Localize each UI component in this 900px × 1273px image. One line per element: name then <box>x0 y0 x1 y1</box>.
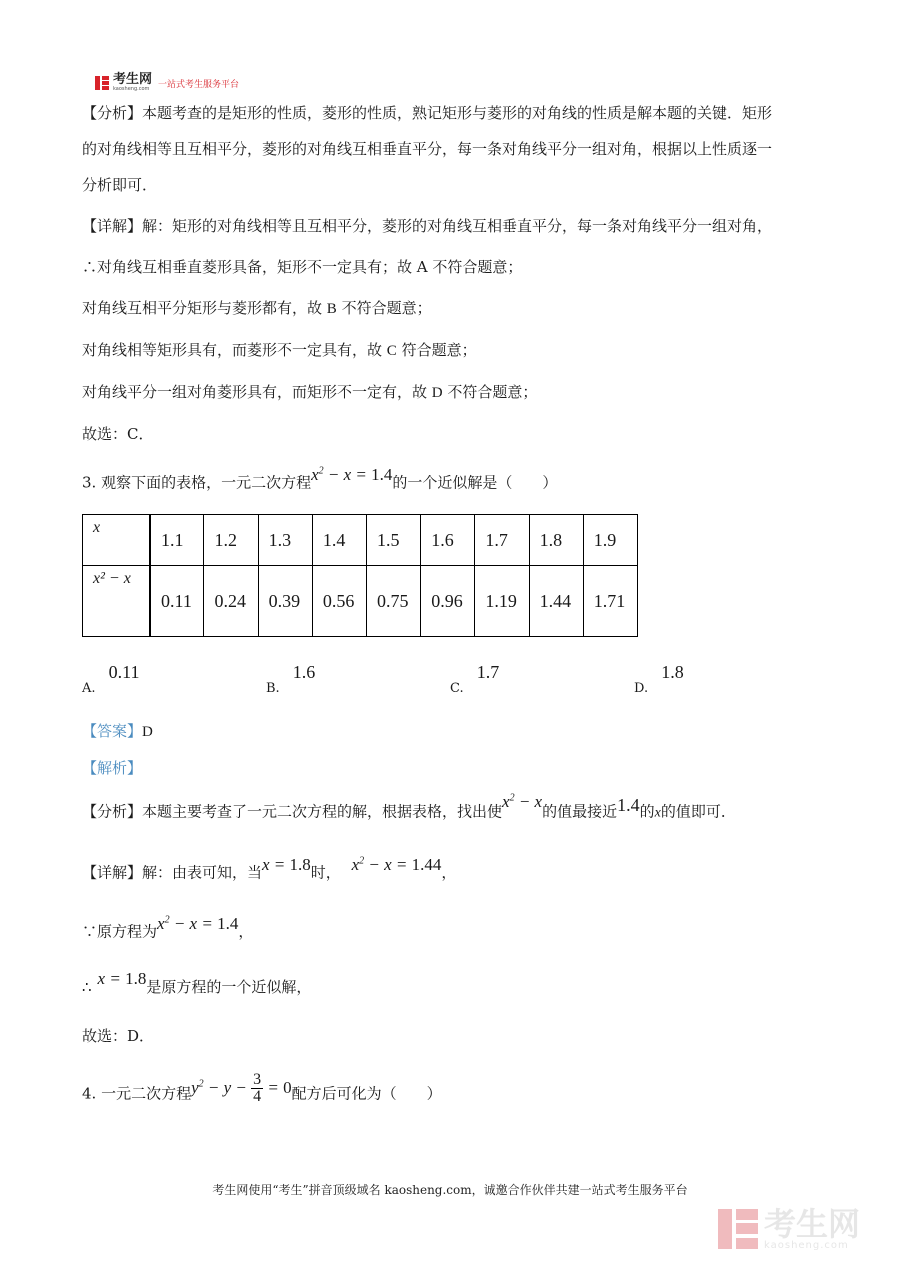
table-cell: 1.1 <box>150 515 204 566</box>
page-footer: 考生网使用“考生”拼音顶级域名 kaosheng.com，诚邀合作伙伴共建一站式考生服务平台 <box>212 1183 688 1197</box>
watermark-name: 考生网 <box>764 1205 861 1243</box>
table-header-fx: x² − x <box>83 566 151 637</box>
table-row <box>83 566 638 637</box>
q3-therefore: ∴ x = 1.8是原方程的一个近似解， <box>82 969 312 996</box>
logo-name: 考生网 <box>113 72 153 87</box>
option-b[interactable]: $_{B.}$ 1.6 <box>266 662 316 696</box>
q3-explain-label: 【解析】 <box>82 759 143 777</box>
q3-answer: 【答案】D <box>82 722 153 740</box>
table-cell: 1.44 <box>529 566 583 637</box>
table-header-x: x <box>83 515 151 566</box>
option-d[interactable]: $_{D.}$ 1.8 <box>634 662 684 696</box>
q3-equation: $x^2 - x = 1.4$ <box>311 464 393 484</box>
detail-q2-line5: 对角线平分一组对角菱形具有，而矩形不一定有，故 D 不符合题意； <box>82 383 538 401</box>
detail-q2-choice: 故选：C． <box>82 425 154 443</box>
detail-q2-line3: 对角线互相平分矩形与菱形都有，故 B 不符合题意； <box>82 299 432 317</box>
q3-because: ∵原方程为$x^2 - x = 1.4$， <box>82 913 254 941</box>
option-c[interactable]: $_{C.}$ 1.7 <box>450 662 500 696</box>
table-cell: 1.71 <box>583 566 637 637</box>
table-cell: 1.3 <box>258 515 312 566</box>
table-cell: 0.11 <box>150 566 204 637</box>
detail-q2-line1: 【详解】解：矩形的对角线相等且互相平分，菱形的对角线互相垂直平分，每一条对角线平分一组对角， <box>82 217 773 235</box>
logo-mark-icon <box>95 76 109 90</box>
table-cell: 0.96 <box>421 566 475 637</box>
header-logo <box>95 73 239 93</box>
table-cell: 1.19 <box>475 566 529 637</box>
q3-detail: 【详解】解：由表可知，当x = 1.8时， $x^2 - x = 1.44$， <box>82 854 457 882</box>
detail-q2-line4: 对角线相等矩形具有，而菱形不一定具有，故 C 符合题意； <box>82 341 477 359</box>
logo-domain: kaosheng.com <box>113 86 150 92</box>
analysis-q2-line1: 【分析】本题考查的是矩形的性质，菱形的性质，熟记矩形与菱形的对角线的性质是解本题的关键．矩形 <box>82 104 773 122</box>
question3-stem: 3. 观察下面的表格，一元二次方程$x^2 - x = 1.4$的一个近似解是（ ） <box>82 464 558 492</box>
detail-q2-line2: ∴对角线互相垂直菱形具备，矩形不一定具有；故 A 不符合题意； <box>82 258 523 276</box>
table-row <box>83 515 638 566</box>
watermark-domain: kaosheng.com <box>764 1240 849 1251</box>
table-cell: 1.5 <box>367 515 421 566</box>
table-cell: 0.39 <box>258 566 312 637</box>
table-cell: 0.56 <box>312 566 366 637</box>
table-cell: 1.9 <box>583 515 637 566</box>
table-cell: 0.75 <box>367 566 421 637</box>
table-cell: 1.6 <box>421 515 475 566</box>
option-a[interactable]: $_{A.}$ 0.11 <box>82 662 140 696</box>
q3-analysis: 【分析】本题主要考查了一元二次方程的解，根据表格，找出使$x^2 - x$的值最接近1.4的x的值即可． <box>82 791 736 821</box>
analysis-q2-line3: 分析即可． <box>82 176 158 194</box>
analysis-q2-line2: 的对角线相等且互相平分，菱形的对角线互相垂直平分，每一条对角线平分一组对角，根据以上性质逐一 <box>82 140 773 158</box>
question4-stem: 4. 一元二次方程$y^2 - y$ − $\frac{3}{4}$ = 0配方后可化为（ ） <box>82 1071 442 1106</box>
table-cell: 1.7 <box>475 515 529 566</box>
watermark-mark-icon <box>718 1209 758 1249</box>
table-cell: 1.2 <box>204 515 258 566</box>
q3-choice: 故选：D． <box>82 1027 155 1045</box>
q3-values-table <box>82 514 638 637</box>
table-cell: 0.24 <box>204 566 258 637</box>
table-cell: 1.4 <box>312 515 366 566</box>
watermark-logo <box>718 1207 860 1251</box>
logo-tagline: 一站式考生服务平台 <box>158 79 240 90</box>
table-cell: 1.8 <box>529 515 583 566</box>
